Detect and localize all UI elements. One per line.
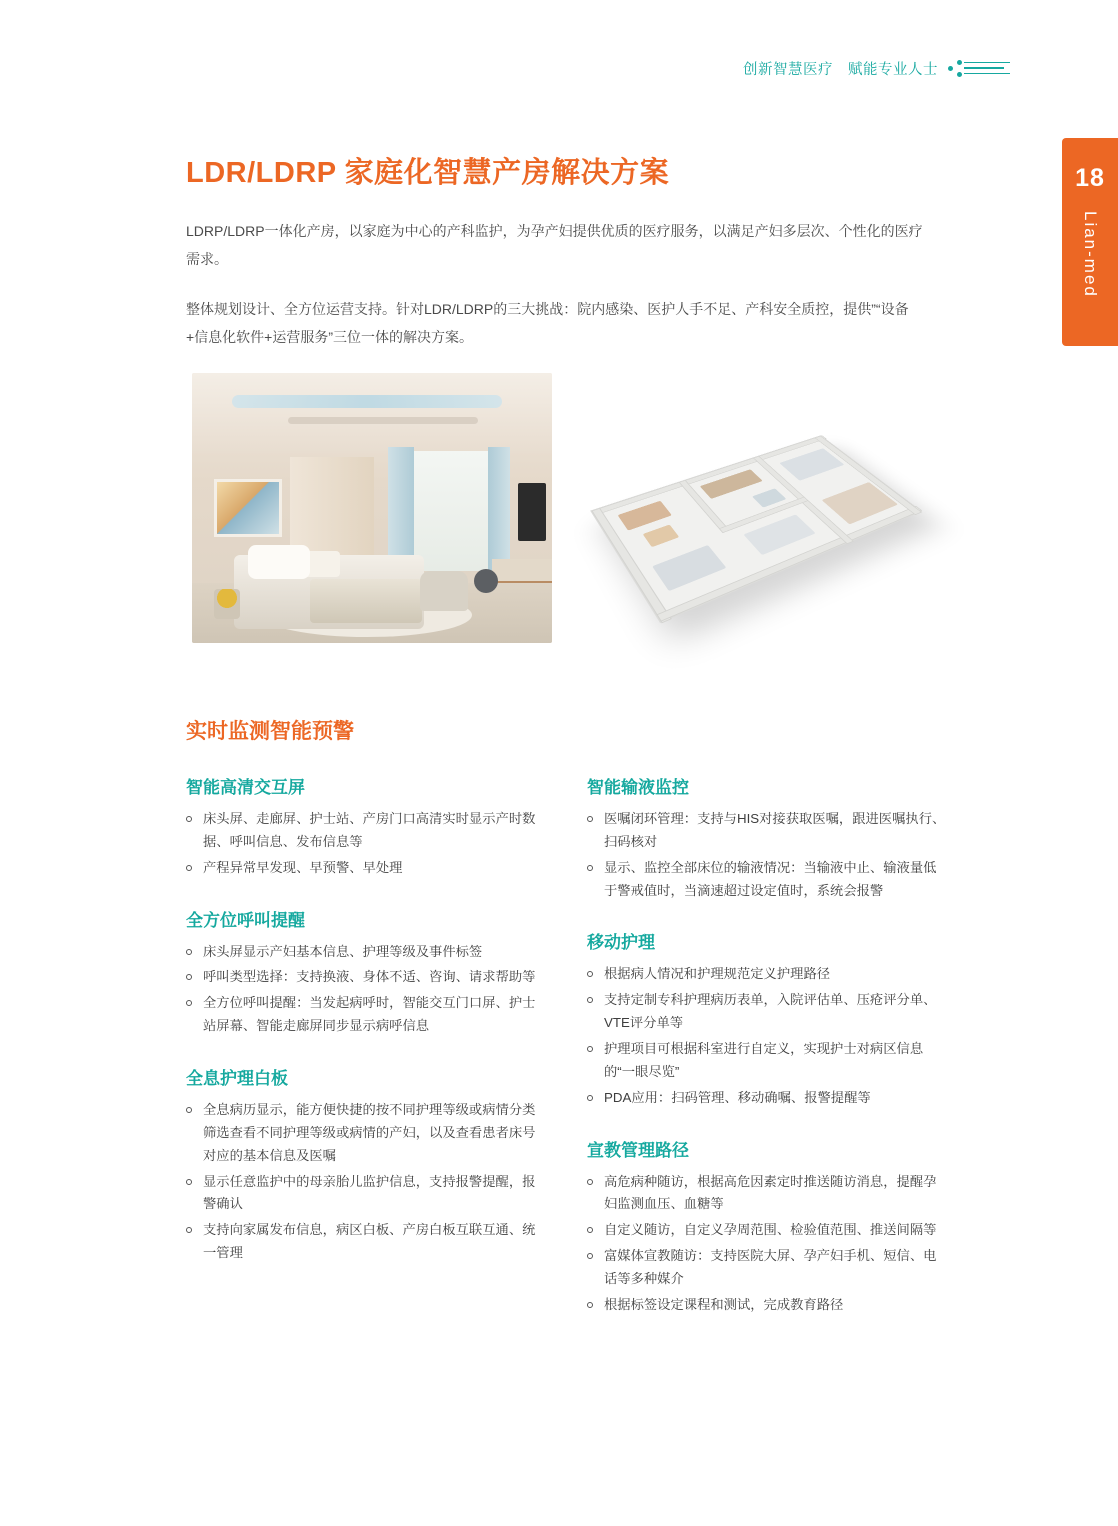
brand-name: Lian-med [1081, 211, 1100, 298]
list-item: 支持向家属发布信息，病区白板、产房白板互联互通、统一管理 [186, 1219, 545, 1265]
feature-list [186, 1099, 545, 1265]
feature-heading: 宣教管理路径 [587, 1140, 689, 1160]
list-item: 床头屏显示产妇基本信息、护理等级及事件标签 [186, 941, 545, 964]
list-item: 呼叫类型选择：支持换液、身体不适、咨询、请求帮助等 [186, 966, 545, 989]
list-item: 富媒体宣教随访：支持医院大屏、孕产妇手机、短信、电话等多种媒介 [587, 1245, 946, 1291]
feature-list [587, 808, 946, 902]
page-content [186, 150, 946, 1343]
feature-block-mobile-nursing [587, 928, 946, 1109]
list-item: 显示任意监护中的母亲胎儿监护信息，支持报警提醒，报警确认 [186, 1171, 545, 1217]
section-title: 实时监测智能预警 [186, 720, 354, 743]
intro-paragraph-2: 整体规划设计、全方位运营支持。针对LDR/LDRP的三大挑战：院内感染、医护人手不足、产科安全质控，提供”“设备+信息化软件+运营服务”三位一体的解决方案。 [186, 301, 909, 345]
list-item: 根据病人情况和护理规范定义护理路径 [587, 963, 946, 986]
page-header [743, 58, 1010, 79]
feature-list [587, 963, 946, 1109]
feature-list [186, 808, 545, 880]
feature-block-call-reminder [186, 906, 545, 1038]
list-item: PDA应用：扫码管理、移动确嘱、报警提醒等 [587, 1087, 946, 1110]
feature-columns [186, 773, 946, 1343]
list-item: 护理项目可根据科室进行自定义，实现护士对病区信息的“一眼尽览” [587, 1038, 946, 1084]
image-group [186, 373, 946, 653]
feature-heading: 智能输液监控 [587, 778, 689, 797]
feature-heading: 智能高清交互屏 [186, 778, 305, 797]
feature-list [587, 1171, 946, 1317]
feature-block-nursing-whiteboard [186, 1064, 545, 1265]
list-item: 全息病历显示，能方便快捷的按不同护理等级或病情分类筛选查看不同护理等级或病情的产妇，以及查看患者床号对应的基本信息及医嘱 [186, 1099, 545, 1168]
list-item: 显示、监控全部床位的输液情况：当输液中止、输液量低于警戒值时，当滴速超过设定值时，系统会报警 [587, 857, 946, 903]
feature-list [186, 941, 545, 1038]
ldr-room-photo [192, 373, 552, 643]
list-item: 支持定制专科护理病历表单，入院评估单、压疮评分单、VTE评分单等 [587, 989, 946, 1035]
list-item: 自定义随访，自定义孕周范围、检验值范围、推送间隔等 [587, 1219, 946, 1242]
feature-column-left [186, 773, 545, 1343]
list-item: 高危病种随访，根据高危因素定时推送随访消息，提醒孕妇监测血压、血糖等 [587, 1171, 946, 1217]
list-item: 全方位呼叫提醒：当发起病呼时，智能交互门口屏、护士站屏幕、智能走廊屏同步显示病呼信息 [186, 992, 545, 1038]
feature-block-infusion-monitor [587, 773, 946, 902]
page-title: LDR/LDRP 家庭化智慧产房解决方案 [186, 157, 670, 189]
feature-block-smart-screen [186, 773, 545, 880]
intro-paragraph-1: LDRP/LDRP一体化产房，以家庭为中心的产科监护，为孕产妇提供优质的医疗服务，以满足产妇多层次、个性化的医疗需求。 [186, 223, 923, 267]
feature-column-right [587, 773, 946, 1343]
list-item: 根据标签设定课程和测试，完成教育路径 [587, 1294, 946, 1317]
feature-heading: 全息护理白板 [186, 1069, 288, 1089]
list-item: 床头屏、走廊屏、护士站、产房门口高清实时显示产时数据、呼叫信息、发布信息等 [186, 808, 545, 854]
feature-heading: 移动护理 [587, 933, 655, 953]
page-side-tab [1062, 138, 1118, 346]
feature-block-education-path [587, 1136, 946, 1317]
header-tagline: 创新智慧医疗 赋能专业人士 [743, 62, 938, 78]
page-number: 18 [1075, 164, 1105, 192]
feature-heading: 全方位呼叫提醒 [186, 910, 305, 930]
signal-lines-icon [948, 59, 1010, 79]
ldr-floorplan-3d [586, 377, 926, 649]
list-item: 医嘱闭环管理：支持与HIS对接获取医嘱，跟进医嘱执行、扫码核对 [587, 808, 946, 854]
list-item: 产程异常早发现、早预警、早处理 [186, 857, 545, 880]
